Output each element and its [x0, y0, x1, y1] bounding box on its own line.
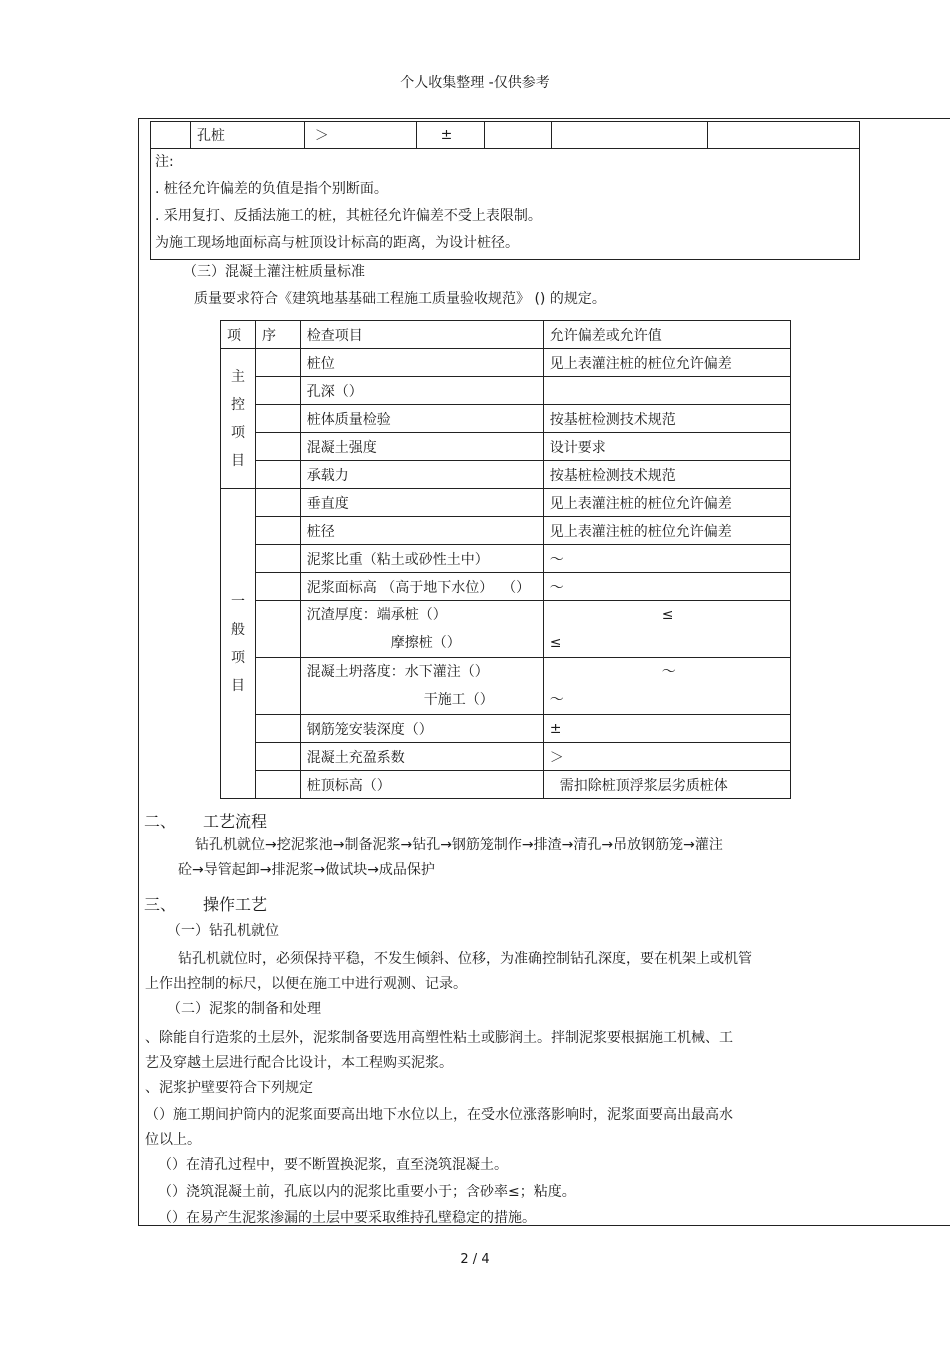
column-header: 项	[221, 321, 256, 349]
table-cell: 孔桩	[190, 122, 304, 149]
notes-row	[151, 149, 860, 260]
paragraph-line: 钻孔机就位时，必须保持平稳，不发生倾斜、位移，为准确控制钻孔深度，要在机架上或机管	[178, 951, 752, 967]
seq-cell	[255, 433, 300, 461]
paragraph-line: 钻孔机就位→挖泥浆池→制备泥浆→钻孔→钢筋笼制作→排渣→清孔→吊放钢筋笼→灌注	[195, 837, 723, 853]
seq-cell	[255, 658, 300, 715]
section-title: （三）混凝土灌注桩质量标准	[183, 264, 365, 280]
seq-cell	[255, 461, 300, 489]
value-cell: 见上表灌注桩的桩位允许偏差	[543, 489, 790, 517]
section-heading: 工艺流程	[203, 812, 268, 831]
value-line: ≤	[549, 635, 562, 651]
general-group-label: 一 般 项 目	[221, 489, 256, 799]
seq-cell	[255, 601, 300, 658]
table-row	[221, 715, 791, 743]
table-cell	[484, 122, 552, 149]
item-cell	[300, 658, 543, 715]
item-cell: 混凝土充盈系数	[300, 743, 543, 771]
item-cell: 桩径	[300, 517, 543, 545]
table-row	[221, 433, 791, 461]
value-line: ≤	[661, 607, 674, 623]
paragraph-line: （）浇筑混凝土前，孔底以内的泥浆比重要小于；含砂率≤；粘度。	[158, 1184, 576, 1200]
table-row	[221, 405, 791, 433]
value-cell: 设计要求	[543, 433, 790, 461]
section-number: 三、	[144, 895, 177, 914]
table-row	[221, 658, 791, 715]
column-header: 允许偏差或允许值	[543, 321, 790, 349]
paragraph-line: 上作出控制的标尺，以便在施工中进行观测、记录。	[145, 976, 467, 992]
seq-cell	[255, 743, 300, 771]
item-line: 混凝土坍落度：水下灌注（）	[306, 664, 489, 680]
table-row	[221, 489, 791, 517]
paragraph-line: 、泥浆护壁要符合下列规定	[145, 1080, 313, 1096]
frame-left-border	[138, 118, 139, 1226]
item-line: 干施工（）	[423, 692, 494, 708]
note-line: 注:	[155, 154, 174, 171]
notes-cell	[151, 149, 860, 260]
item-cell: 钢筋笼安装深度（）	[300, 715, 543, 743]
value-cell: 需扣除桩顶浮浆层劣质桩体	[543, 771, 790, 799]
seq-cell	[255, 349, 300, 377]
seq-cell	[255, 715, 300, 743]
note-line: 为施工现场地面标高与桩顶设计标高的距离，为设计桩径。	[155, 235, 519, 252]
value-line: ～	[549, 692, 564, 708]
seq-cell	[255, 377, 300, 405]
item-cell: 孔深（）	[300, 377, 543, 405]
item-cell: 桩位	[300, 349, 543, 377]
paragraph-line: （）施工期间护筒内的泥浆面要高出地下水位以上，在受水位涨落影响时，泥浆面要高出最高水	[145, 1107, 733, 1123]
value-cell: ±	[543, 715, 790, 743]
column-header: 序	[255, 321, 300, 349]
table-row	[221, 601, 791, 658]
item-cell: 桩体质量检验	[300, 405, 543, 433]
value-cell	[543, 601, 790, 658]
note-line: . 采用复打、反插法施工的桩，其桩径允许偏差不受上表限制。	[155, 208, 542, 225]
value-cell	[543, 377, 790, 405]
seq-cell	[255, 405, 300, 433]
table-header-row	[221, 321, 791, 349]
item-cell: 混凝土强度	[300, 433, 543, 461]
table-row	[221, 517, 791, 545]
frame-top-border	[138, 118, 950, 119]
seq-cell	[255, 489, 300, 517]
table-row	[221, 349, 791, 377]
item-cell: 承载力	[300, 461, 543, 489]
table-cell	[708, 122, 860, 149]
pile-deviation-table-end	[150, 121, 860, 260]
table-row	[221, 771, 791, 799]
section-number: 二、	[144, 812, 177, 831]
seq-cell	[255, 517, 300, 545]
value-cell: 按基桩检测技术规范	[543, 405, 790, 433]
table-cell	[552, 122, 708, 149]
paragraph-line: 、除能自行造浆的土层外，泥浆制备要选用高塑性粘土或膨润土。拌制泥浆要根据施工机械、工	[145, 1030, 733, 1046]
paragraph-line: 艺及穿越土层进行配合比设计，本工程购买泥浆。	[145, 1055, 453, 1071]
page-header: 个人收集整理 -仅供参考	[400, 75, 550, 91]
note-line: . 桩径允许偏差的负值是指个别断面。	[155, 181, 388, 198]
table-cell	[151, 122, 191, 149]
value-cell: ＞	[543, 743, 790, 771]
item-cell: 垂直度	[300, 489, 543, 517]
seq-cell	[255, 545, 300, 573]
table-row	[221, 545, 791, 573]
item-cell	[300, 601, 543, 658]
table-row	[221, 743, 791, 771]
value-line: ～	[661, 664, 676, 680]
item-cell: 泥浆比重（粘土或砂性土中）	[300, 545, 543, 573]
page-number: 2 / 4	[460, 1252, 490, 1267]
table-cell: ＞	[304, 122, 416, 149]
item-line: 沉渣厚度：端承桩（）	[306, 607, 447, 623]
quality-standard-table	[220, 320, 791, 799]
value-cell: 见上表灌注桩的桩位允许偏差	[543, 517, 790, 545]
paragraph-line: （）在易产生泥浆渗漏的土层中要采取维持孔壁稳定的措施。	[158, 1210, 536, 1226]
item-cell: 泥浆面标高 （高于地下水位） （）	[300, 573, 543, 601]
seq-cell	[255, 573, 300, 601]
seq-cell	[255, 771, 300, 799]
item-cell: 桩顶标高（）	[300, 771, 543, 799]
table-cell: ±	[416, 122, 484, 149]
table-row	[221, 377, 791, 405]
value-cell: ～	[543, 545, 790, 573]
paragraph-line: 位以上。	[145, 1132, 201, 1148]
value-cell: 按基桩检测技术规范	[543, 461, 790, 489]
section-intro: 质量要求符合《建筑地基基础工程施工质量验收规范》 () 的规定。	[194, 291, 606, 307]
value-cell: ～	[543, 573, 790, 601]
value-cell	[543, 658, 790, 715]
subsection-title: （二）泥浆的制备和处理	[167, 1001, 321, 1017]
paragraph-line: 砼→导管起卸→排泥浆→做试块→成品保护	[178, 862, 435, 878]
item-line: 摩擦桩（）	[390, 635, 461, 651]
value-cell: 见上表灌注桩的桩位允许偏差	[543, 349, 790, 377]
table-row	[221, 573, 791, 601]
table-row	[151, 122, 860, 149]
section-heading: 操作工艺	[203, 895, 268, 914]
column-header: 检查项目	[300, 321, 543, 349]
paragraph-line: （）在清孔过程中，要不断置换泥浆，直至浇筑混凝土。	[158, 1157, 508, 1173]
main-control-group-label: 主 控 项 目	[221, 349, 256, 489]
table-row	[221, 461, 791, 489]
subsection-title: （一）钻孔机就位	[167, 923, 279, 939]
